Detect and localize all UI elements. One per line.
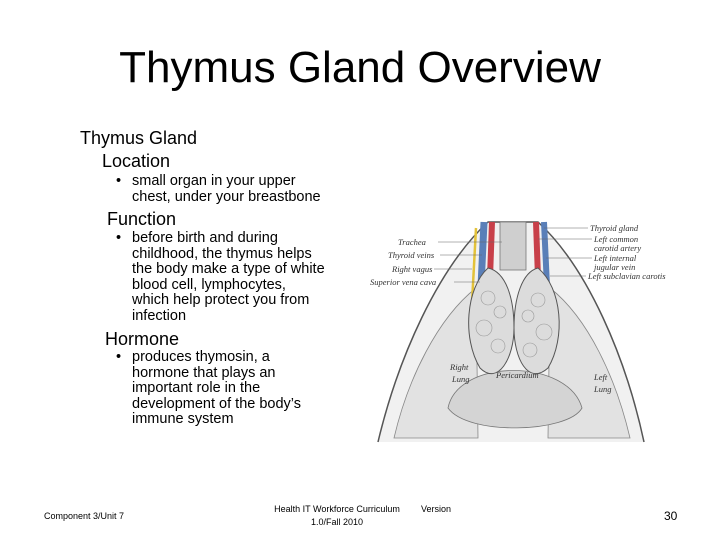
section-heading-function: Function (107, 209, 177, 229)
footer-version: Version (421, 504, 452, 514)
bullet-line: immune system (132, 411, 234, 427)
section-heading-location: Location (102, 151, 171, 171)
label-lung: Lung (452, 374, 470, 384)
label-right: Right (450, 362, 469, 372)
label-left: Left (594, 372, 608, 382)
label-jugular-vein: jugular vein (594, 262, 636, 272)
bullet-location (116, 173, 321, 205)
label-thyroid-gland: Thyroid gland (590, 223, 639, 233)
bullet-hormone (116, 349, 302, 428)
bullet-dot: • (116, 173, 122, 189)
label-carotid-artery: carotid artery (594, 243, 642, 253)
label-left-internal: Left internal (594, 253, 637, 263)
label-pericardium: Pericardium (496, 370, 539, 380)
bullet-line: development of the body’s (132, 395, 302, 412)
label-left-subclavian: Left subclavian carotis (588, 271, 666, 281)
bullet-line: hormone that plays an (132, 364, 276, 381)
bullet-line: the body make a type of white (132, 261, 325, 277)
footer-curriculum (262, 503, 412, 529)
slide-title: Thymus Gland Overview (119, 43, 601, 92)
bullet-function (116, 230, 325, 324)
footer-curriculum-line1: Health IT Workforce Curriculum (274, 504, 400, 514)
bullet-line: which help protect you from (132, 292, 310, 308)
label-right-vagus: Right vagus (392, 264, 433, 274)
label-superior-vena-cava: Superior vena cava (370, 277, 437, 287)
label-trachea: Trachea (398, 237, 426, 247)
trachea (500, 222, 526, 270)
bullet-line: small organ in your upper (132, 173, 296, 189)
bullet-line: before birth and during (132, 230, 278, 246)
bullet-dot: • (116, 230, 122, 246)
subtitle: Thymus Gland (80, 128, 198, 148)
footer-curriculum-line2: 1.0/Fall 2010 (310, 517, 364, 527)
thymus-anatomy-illustration (368, 208, 666, 442)
bullet-line: chest, under your breastbone (132, 188, 321, 205)
label-thyroid-veins: Thyroid veins (388, 250, 435, 260)
bullet-dot: • (116, 349, 122, 365)
page-number: 30 (664, 509, 678, 523)
bullet-line: blood cell, lymphocytes, (132, 276, 286, 293)
footer-component: Component 3/Unit 7 (44, 511, 125, 521)
bullet-line: childhood, the thymus helps (132, 245, 312, 262)
label-left-common: Left common (594, 234, 639, 244)
bullet-line: infection (132, 307, 187, 324)
bullet-line: produces thymosin, a (132, 349, 270, 365)
label-left-lung: Lung (594, 384, 612, 394)
bullet-line: important role in the (132, 380, 261, 396)
section-heading-hormone: Hormone (105, 329, 180, 349)
